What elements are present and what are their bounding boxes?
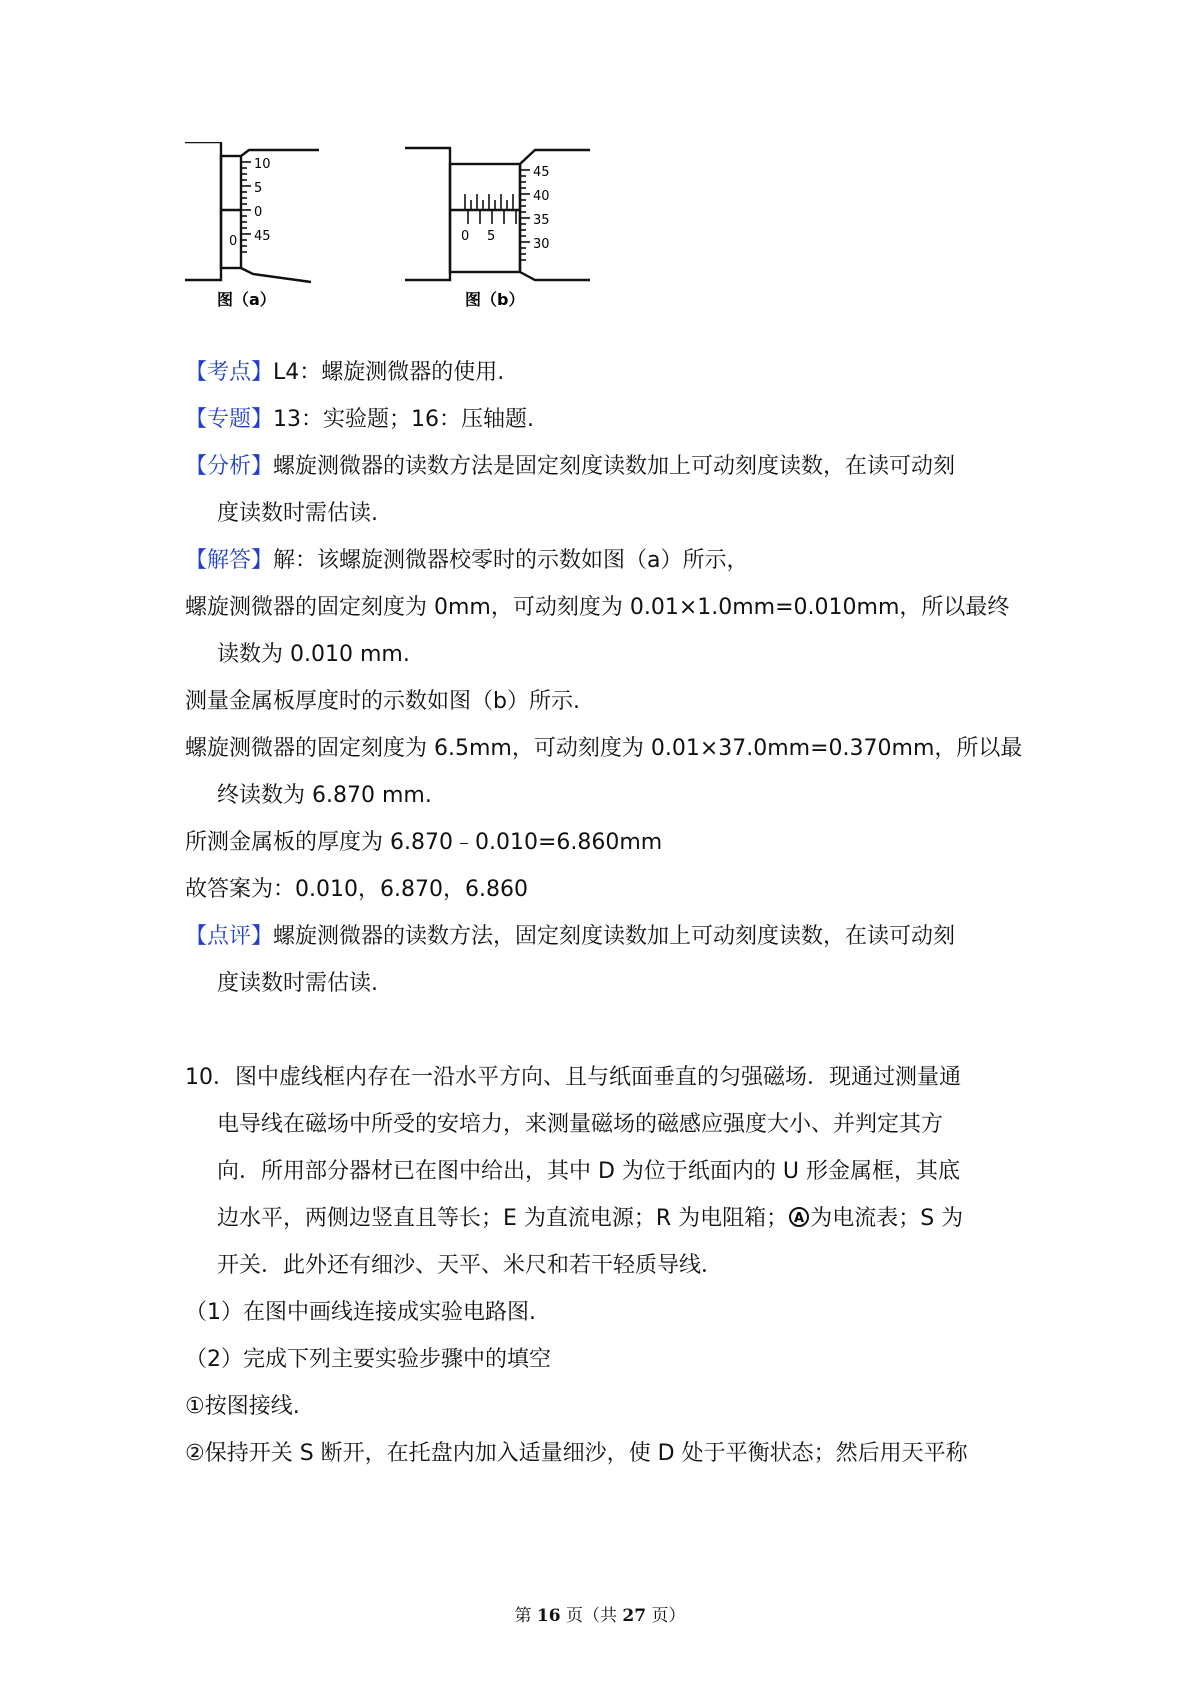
- jieda-line: [185, 546, 1025, 576]
- zhuanti-tag: 【专题】: [185, 407, 274, 432]
- page-number: 16: [536, 1606, 561, 1626]
- solution-line-2: 读数为 0.010 mm.: [217, 642, 410, 667]
- q10-line-5: 开关．此外还有细沙、天平、米尺和若干轻质导线．: [217, 1253, 724, 1278]
- q10-sub-1: （1）在图中画线连接成实验电路图.: [185, 1300, 536, 1325]
- q10-line-4-tail: 为电流表；S 为: [810, 1206, 964, 1231]
- fig-b-caption: 图（b）: [465, 290, 525, 309]
- solution-line-7: 故答案为：0.010，6.870，6.860: [185, 877, 528, 902]
- dianping-text-1: 螺旋测微器的读数方法，固定刻度读数加上可动刻度读数，在读可动刻: [273, 924, 956, 949]
- fig-a-label-0: 0: [254, 205, 263, 220]
- dianping-tag: 【点评】: [185, 924, 274, 949]
- kaodian-text: L4：螺旋测微器的使用.: [273, 360, 505, 385]
- fenxi-tag: 【分析】: [185, 454, 274, 479]
- kaodian-line: [185, 358, 1025, 388]
- page-total: 27: [622, 1606, 647, 1626]
- dianping-text-2: 度读数时需估读.: [217, 971, 378, 996]
- jieda-text: 解：该螺旋测微器校零时的示数如图（a）所示，: [273, 548, 749, 573]
- q10-step-1: ①按图接线.: [185, 1394, 300, 1419]
- fenxi-text-2: 度读数时需估读.: [217, 501, 378, 526]
- page-footer: 第 16 页（共 27 页）: [514, 1606, 686, 1626]
- fig-a-label-45: 45: [254, 229, 271, 244]
- fig-b-label-35: 35: [533, 213, 550, 228]
- fenxi-text-1: 螺旋测微器的读数方法是固定刻度读数加上可动刻度读数，在读可动刻: [273, 454, 956, 479]
- fig-a-label-sleeve-0: 0: [229, 234, 238, 249]
- fig-b-sleeve-label-0: 0: [461, 229, 470, 244]
- q10-line-2: 电导线在磁场中所受的安培力，来测量磁场的磁感应强度大小、并判定其方: [217, 1112, 944, 1137]
- solution-line-6: 所测金属板的厚度为 6.870﹣0.010=6.860mm: [185, 830, 663, 855]
- ammeter-icon: [788, 1206, 810, 1228]
- kaodian-tag: 【考点】: [185, 360, 274, 385]
- micrometer-figure-a: [185, 142, 345, 357]
- q10-line-3: 向．所用部分器材已在图中给出，其中 D 为位于纸面内的 U 形金属框，其底: [217, 1159, 961, 1184]
- zhuanti-text: 13：实验题；16：压轴题.: [273, 407, 534, 432]
- fig-b-sleeve-label-5: 5: [487, 229, 496, 244]
- q10-step-2: ②保持开关 S 断开，在托盘内加入适量细沙，使 D 处于平衡状态；然后用天平称: [185, 1441, 968, 1466]
- fig-a-caption: 图（a）: [217, 290, 276, 309]
- q10-line-4: [185, 1204, 1057, 1234]
- fig-a-label-10: 10: [254, 157, 271, 172]
- solution-line-5: 终读数为 6.870 mm.: [217, 783, 432, 808]
- solution-line-1: 螺旋测微器的固定刻度为 0mm，可动刻度为 0.01×1.0mm=0.010mm，所以最终: [185, 595, 1010, 620]
- svg-text:A: A: [794, 1211, 805, 1226]
- q10-line-4-text: 边水平，两侧边竖直且等长；E 为直流电源；R 为电阻箱；: [217, 1206, 789, 1231]
- fig-a-label-5: 5: [254, 181, 263, 196]
- q10-line-1: 10．图中虚线框内存在一沿水平方向、且与纸面垂直的匀强磁场．现通过测量通: [185, 1065, 961, 1090]
- fig-b-label-45: 45: [533, 165, 550, 180]
- q10-sub-2: （2）完成下列主要实验步骤中的填空: [185, 1347, 551, 1372]
- micrometer-figure-b: [405, 142, 620, 357]
- zhuanti-line: [185, 405, 1025, 435]
- jieda-tag: 【解答】: [185, 548, 274, 573]
- fig-b-label-40: 40: [533, 189, 550, 204]
- solution-line-4: 螺旋测微器的固定刻度为 6.5mm，可动刻度为 0.01×37.0mm=0.370mm，所以最: [185, 736, 1023, 761]
- dianping-line: [185, 922, 1025, 952]
- fig-b-label-30: 30: [533, 237, 550, 252]
- solution-line-3: 测量金属板厚度时的示数如图（b）所示.: [185, 689, 580, 714]
- fenxi-line: [185, 452, 1025, 482]
